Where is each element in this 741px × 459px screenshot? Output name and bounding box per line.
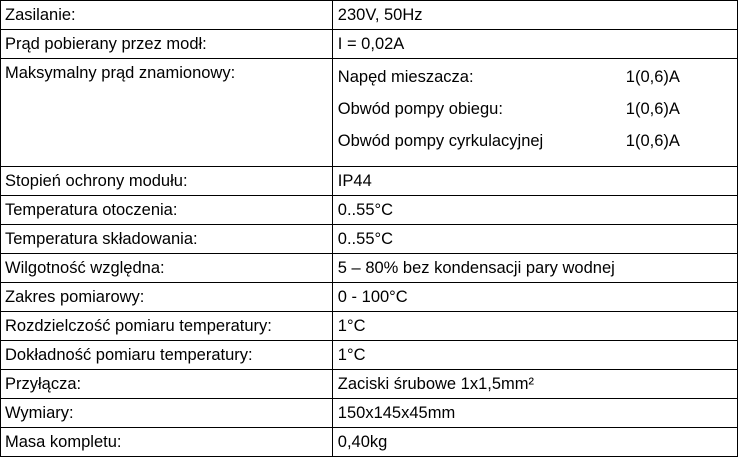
table-row (1, 225, 738, 254)
spec-value: 5 – 80% bez kondensacji pary wodnej (332, 254, 737, 283)
spec-value: Zaciski śrubowe 1x1,5mm² (332, 370, 737, 399)
sub-item-value: 1(0,6)A (625, 132, 680, 150)
spec-label: Wilgotność względna: (1, 254, 333, 283)
spec-label: Temperatura otoczenia: (1, 196, 333, 225)
spec-label: Prąd pobierany przez modł: (1, 30, 333, 59)
sub-item-value: 1(0,6)A (625, 100, 680, 118)
spec-label: Maksymalny prąd znamionowy: (1, 59, 333, 167)
spec-label: Temperatura składowania: (1, 225, 333, 254)
table-row (1, 428, 738, 457)
table-row (1, 312, 738, 341)
table-row (1, 370, 738, 399)
spec-label: Zasilanie: (1, 1, 333, 30)
spec-label: Stopień ochrony modułu: (1, 167, 333, 196)
table-row (1, 1, 738, 30)
table-row (1, 167, 738, 196)
spec-value: 1°C (332, 312, 737, 341)
spec-label: Dokładność pomiaru temperatury: (1, 341, 333, 370)
spec-label: Przyłącza: (1, 370, 333, 399)
spec-label: Masa kompletu: (1, 428, 333, 457)
list-item (338, 125, 737, 157)
spec-value-list (332, 59, 737, 167)
sub-item-value: 1(0,6)A (625, 68, 680, 86)
list-item (338, 61, 737, 93)
table-row (1, 196, 738, 225)
table-row (1, 254, 738, 283)
spec-value: 1°C (332, 341, 737, 370)
spec-value: 0 - 100°C (332, 283, 737, 312)
sub-item-name: Obwód pompy obiegu: (337, 100, 503, 118)
spec-value: 0,40kg (332, 428, 737, 457)
sub-item-name: Napęd mieszacza: (337, 68, 474, 86)
list-item (338, 93, 737, 125)
table-row (1, 341, 738, 370)
table-row (1, 399, 738, 428)
spec-label: Zakres pomiarowy: (1, 283, 333, 312)
table-row (1, 59, 738, 167)
spec-value: 0..55°C (332, 225, 737, 254)
spec-value: 230V, 50Hz (332, 1, 737, 30)
table-row (1, 283, 738, 312)
sub-value-list (333, 59, 737, 157)
spec-label: Wymiary: (1, 399, 333, 428)
spec-value: 0..55°C (332, 196, 737, 225)
spec-label: Rozdzielczość pomiaru temperatury: (1, 312, 333, 341)
spec-value: I = 0,02A (332, 30, 737, 59)
spec-value: IP44 (332, 167, 737, 196)
table-row (1, 30, 738, 59)
spec-value: 150x145x45mm (332, 399, 737, 428)
sub-item-name: Obwód pompy cyrkulacyjnej (337, 132, 544, 150)
